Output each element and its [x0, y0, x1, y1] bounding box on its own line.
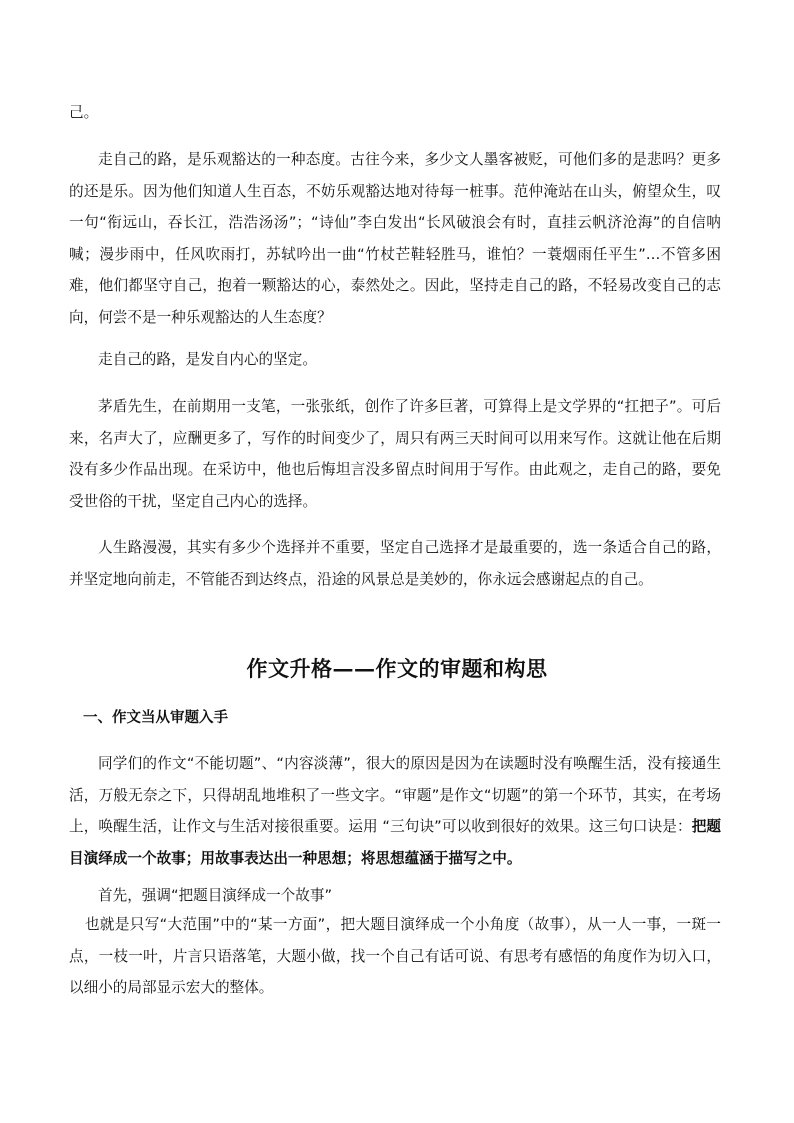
- subheading: 一、作文当从审题入手: [83, 709, 228, 726]
- paragraph-firmness: 走自己的路，是发自内心的坚定。: [98, 351, 317, 368]
- section-title: 作文升格——作文的审题和构思: [246, 656, 548, 681]
- paragraph-conclusion: 人生路漫漫，其实有多少个选择并不重要，坚定自己选择才是最重要的，选一条适合自己的路，并坚定地向前走，不管能否到达终点，沿途的风景总是美妙的，你永远会感谢起点的自己。: [69, 539, 721, 588]
- paragraph-optimism: 走自己的路，是乐观豁达的一种态度。古往今来，多少文人墨客被贬，可他们多的是悲吗？更多的还是乐。因为他们知道人生百态，不妨乐观豁达地对待每一桩事。范仲淹站在山头，俯望众生，叹一句“衔远山，吞长江，浩浩汤汤”；“诗仙”李白发出“长风破浪会有时，直挂云帆济沧海”的自信呐喊；漫步雨中，任风吹雨打，苏轼吟出一曲“竹杖芒鞋轻胜马，谁怕？一蓑烟雨任平生”…不管多困难，他们都坚守自己，抱着一颗豁达的心，泰然处之。因此，坚持走自己的路，不轻易改变自己的志向，何尝不是一种乐观豁达的人生态度？: [69, 151, 721, 326]
- paragraph-first-point: 首先，强调“把题目演绎成一个故事”: [98, 887, 333, 904]
- paragraph-fragment: 己。: [69, 104, 99, 121]
- intro-text: 同学们的作文“不能切题”、“内容淡薄”，很大的原因是因为在读题时没有唤醒生活，没有接通生活，万般无奈之下，只得胡乱地堆积了一些文字。“审题”是作文“切题”的第一个环节，其实，在考场上，唤醒生活，让作文与生活对接很重要。运用 “三句诀”可以收到很好的效果。这三句口诀是：: [69, 755, 721, 835]
- paragraph-maodun: 茅盾先生，在前期用一支笔，一张张纸，创作了许多巨著，可算得上是文学界的“扛把子”。可后来，名声大了，应酬更多了，写作的时间变少了，周只有两三天时间可以用来写作。这就让他在后期没有多少作品出现。在采访中，他也后悔坦言没多留点时间用于写作。由此观之，走自己的路，要免受世俗的干扰，坚定自己内心的选择。: [69, 398, 721, 510]
- intro-bold-text: 把题目演绎成一个故事；用故事表达出一种思想；将思想蕴涵于描写之中。: [69, 818, 721, 867]
- paragraph-explanation: 也就是只写“大范围”中的“某一方面”，把大题目演绎成一个小角度（故事），从一人一事，一斑一点，一枝一叶，片言只语落笔，大题小做，找一个自己有话可说、有思考有感悟的角度作为切入口，以细小的局部显示宏大的整体。: [69, 916, 721, 996]
- paragraph-intro: [69, 748, 721, 874]
